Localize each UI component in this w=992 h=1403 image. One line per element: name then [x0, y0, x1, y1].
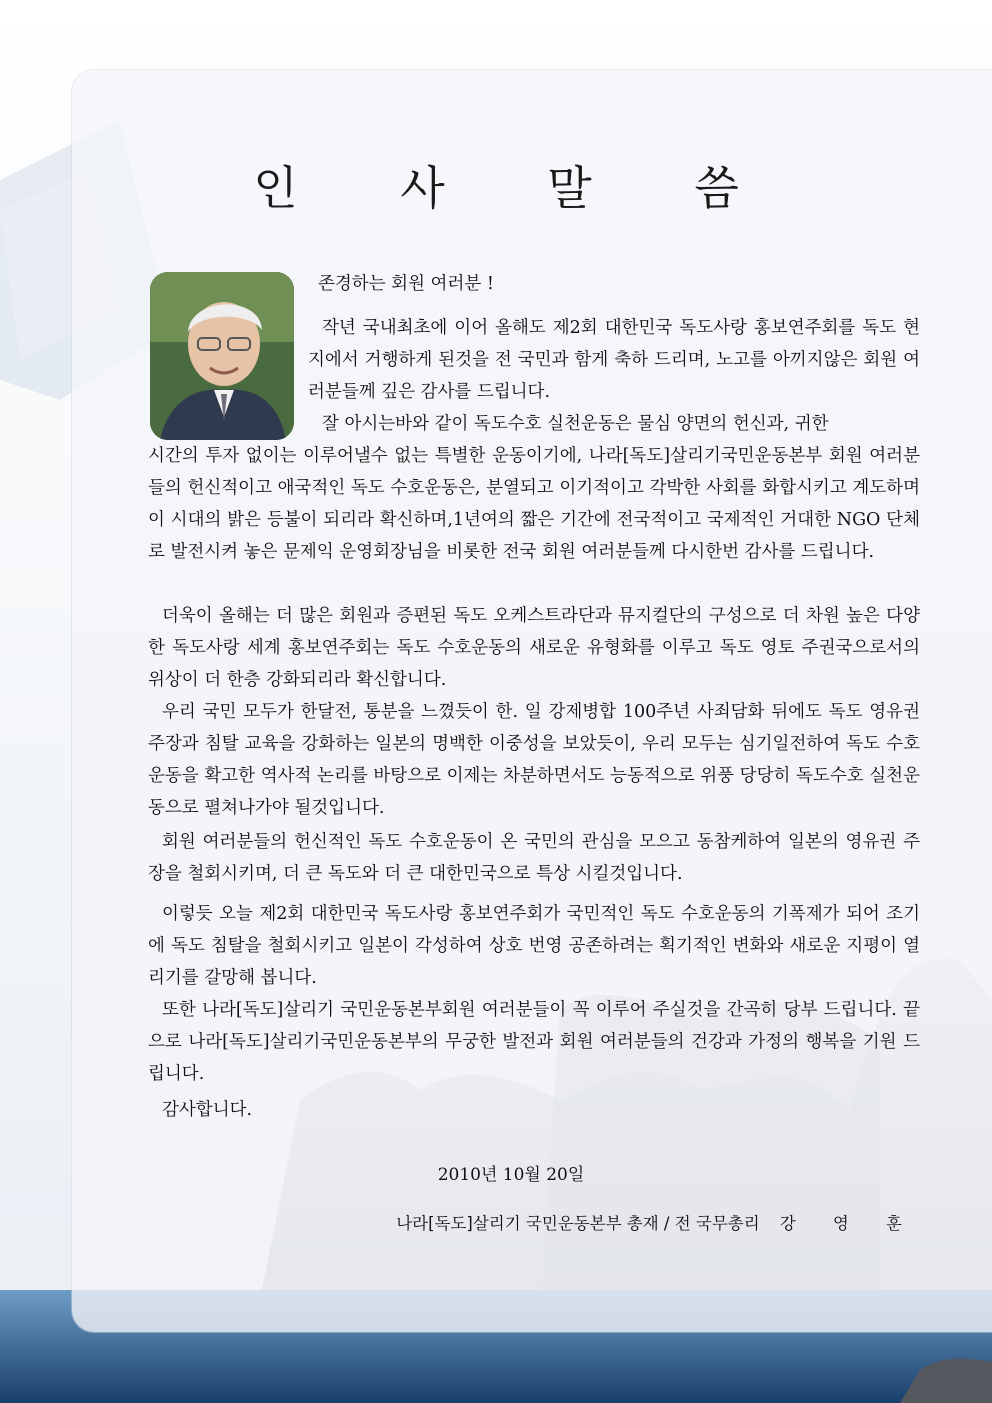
closing-text: 감사합니다.: [162, 1100, 253, 1120]
greeting: 존경하는 회원 여러분 !: [318, 274, 494, 294]
paragraph-7: 또한 나라[독도]살리기 국민운동본부회원 여러분들이 꼭 이루어 주실것을 간곡히 당부 드립니다. 끝으로 나라[독도]살리기국민운동본부의 무궁한 발전과 회원 여러분들의 건강과 가정의 행복을 기원 드립니다.: [148, 1000, 920, 1084]
portrait-image: [150, 272, 294, 440]
paragraph-3: 더욱이 올해는 더 많은 회원과 증편된 독도 오케스트라단과 뮤지컬단의 구성으로 더 차원 높은 다양한 독도사랑 세계 홍보연주회는 독도 수호운동의 새로운 유형화를 이루고 독도 영토 주권국으로서의 위상이 더 한층 강화되리라 확신합니다.: [148, 606, 920, 690]
portrait-photo: [150, 272, 294, 440]
intro-paragraph: 작년 국내최초에 이어 올해도 제2회 대한민국 독도사랑 홍보연주회를 독도 현지에서 거행하게 된것을 전 국민과 함게 축하 드리며, 노고를 아끼지않은 회원 여러분들께 깊은 감사를 드립니다.: [308, 318, 920, 402]
paragraph-6: 이렇듯 오늘 제2회 대한민국 독도사랑 홍보연주회가 국민적인 독도 수호운동의 기폭제가 되어 조기에 독도 침탈을 철회시키고 일본이 각성하여 상호 번영 공존하려는 획기적인 변화와 새로운 지평이 열리기를 갈망해 봅니다.: [148, 904, 920, 988]
paragraph-5: 회원 여러분들의 헌신적인 독도 수호운동이 온 국민의 관심을 모으고 동참케하여 일본의 영유권 주장을 철회시키며, 더 큰 독도와 더 큰 대한민국으로 특상 시킬것입니다.: [148, 832, 920, 884]
signature-affiliation: 나라[독도]살리기 국민운동본부 총재 / 전 국무총리: [396, 1214, 760, 1233]
page-title: 인 사 말 씀: [253, 161, 783, 215]
signature: [396, 1210, 918, 1234]
paragraph-2: 시간의 투자 없이는 이루어낼수 없는 특별한 운동이기에, 나라[독도]살리기국민운동본부 회원 여러분들의 헌신적이고 애국적인 독도 수호운동은, 분열되고 이기적이고 각박한 사회를 화합시키고 계도하며 이 시대의 밝은 등불이 되리라 확신하며,1년여의 짧은 기간에 전국적이고 국제적인 거대한 NGO 단체로 발전시켜 놓은 문제익 운영회장님을 비롯한 전국 회원 여러분들께 다시한번 감사를 드립니다.: [148, 446, 920, 562]
paragraph-2-top: 잘 아시는바와 같이 독도수호 실천운동은 물심 양면의 헌신과, 귀한: [322, 414, 829, 434]
letter-date: 2010년 10월 20일: [437, 1165, 585, 1185]
paragraph-4: 우리 국민 모두가 한달전, 통분을 느꼈듯이 한. 일 강제병합 100주년 사죄담화 뒤에도 독도 영유권 주장과 침탈 교육을 강화하는 일본의 명백한 이중성을 보았듯이, 우리 모두는 심기일전하여 독도 수호운동을 확고한 역사적 논리를 바탕으로 이제는 차분하면서도 능동적으로 위풍 당당히 독도수호 실천운동으로 펼쳐나가야 될것입니다.: [148, 702, 920, 818]
signature-name: 강 영 훈: [779, 1214, 918, 1233]
